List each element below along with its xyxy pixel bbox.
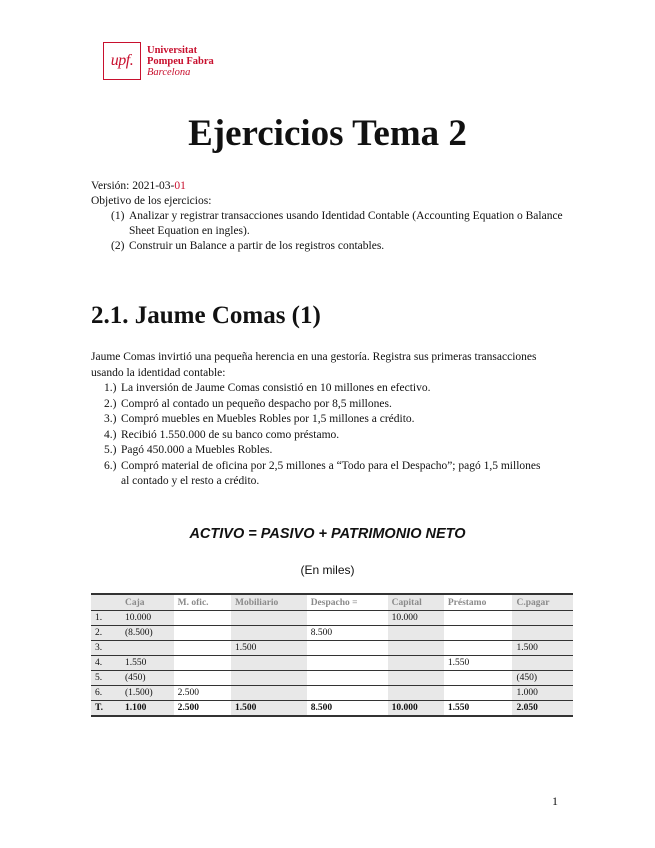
table-cell <box>231 656 307 671</box>
table-cell: 6. <box>91 686 121 701</box>
transaction-item <box>91 412 551 428</box>
objective-text: Construir un Balance a partir de los registros contables. <box>129 240 385 252</box>
table-cell: 1.500 <box>231 641 307 656</box>
transaction-item <box>91 381 551 397</box>
version-suffix: 01 <box>174 180 186 192</box>
document-title: Ejercicios Tema 2 <box>188 113 467 154</box>
table-cell <box>388 641 444 656</box>
transaction-number: 6.) <box>104 459 117 472</box>
table-cell <box>307 656 388 671</box>
upf-logo-mark: upf. <box>103 42 141 80</box>
table-cell <box>444 686 513 701</box>
total-cell: 8.500 <box>307 701 388 717</box>
table-row <box>91 671 573 686</box>
table-cell <box>388 656 444 671</box>
objectives-list <box>91 209 571 254</box>
transaction-text: Compró material de oficina por 2,5 millones a “Todo para el Despacho”; pagó 1,5 millones al contado y el resto a crédito. <box>121 459 541 487</box>
transaction-text: Recibió 1.550.000 de su banco como préstamo. <box>121 428 340 441</box>
transaction-number: 4.) <box>104 428 117 441</box>
column-header: Capital <box>388 594 444 611</box>
table-cell: 3. <box>91 641 121 656</box>
table-cell: (450) <box>121 671 174 686</box>
table-cell <box>231 626 307 641</box>
logo-line-3: Barcelona <box>147 66 191 78</box>
table-cell <box>231 611 307 626</box>
table-row <box>91 656 573 671</box>
table-total-row <box>91 701 573 717</box>
table-cell <box>174 641 231 656</box>
transaction-text: La inversión de Jaume Comas consistió en 10 millones en efectivo. <box>121 382 431 394</box>
total-cell: 2.500 <box>174 701 231 717</box>
total-cell: 1.500 <box>231 701 307 717</box>
objective-item <box>91 239 571 254</box>
table-cell <box>512 611 573 626</box>
version-line <box>91 179 571 194</box>
transaction-text: Compró muebles en Muebles Robles por 1,5 millones a crédito. <box>121 413 415 425</box>
objective-label: Objetivo de los ejercicios: <box>91 195 212 207</box>
logo-line-1: Universitat <box>147 44 198 56</box>
table-row <box>91 686 573 701</box>
total-cell: 1.100 <box>121 701 174 717</box>
table-cell <box>174 656 231 671</box>
transaction-number: 5.) <box>104 444 117 456</box>
table-cell <box>174 611 231 626</box>
document-meta <box>91 179 571 254</box>
table-cell <box>444 641 513 656</box>
column-header: M. ofic. <box>174 594 231 611</box>
total-cell: 2.050 <box>512 701 573 717</box>
version-prefix: Versión: 2021-03- <box>91 180 175 192</box>
table-cell <box>307 611 388 626</box>
table-cell: 1.550 <box>121 656 174 671</box>
table-cell <box>388 671 444 686</box>
transaction-item <box>91 397 551 413</box>
table-cell: 10.000 <box>388 611 444 626</box>
table-cell <box>231 671 307 686</box>
transaction-item <box>91 459 551 490</box>
objective-text: Analizar y registrar transacciones usando Identidad Contable (Accounting Equation o Balance Sheet Equation en ingles). <box>129 210 563 237</box>
transaction-text: Pagó 450.000 a Muebles Robles. <box>121 444 273 456</box>
table-cell: 10.000 <box>121 611 174 626</box>
table-cell <box>512 656 573 671</box>
table-row <box>91 626 573 641</box>
units-caption: (En miles) <box>300 563 355 577</box>
column-header: Préstamo <box>444 594 513 611</box>
total-cell: 1.550 <box>444 701 513 717</box>
table-cell: 1.000 <box>512 686 573 701</box>
transaction-number: 2.) <box>104 397 117 410</box>
table-cell: 1.500 <box>512 641 573 656</box>
table-cell: (450) <box>512 671 573 686</box>
upf-logo-text <box>147 45 214 78</box>
transactions-list <box>91 381 551 490</box>
table-cell <box>307 671 388 686</box>
table-cell <box>231 686 307 701</box>
column-header: Mobiliario <box>231 594 307 611</box>
accounting-equation: ACTIVO = PASIVO + PATRIMONIO NETO <box>189 526 466 542</box>
objective-number: (1) <box>111 210 125 222</box>
transaction-item <box>91 443 551 459</box>
column-header: C.pagar <box>512 594 573 611</box>
upf-logo <box>103 41 214 81</box>
table-cell: 2. <box>91 626 121 641</box>
table-cell: 1.550 <box>444 656 513 671</box>
objective-item <box>91 209 571 239</box>
table-cell <box>444 611 513 626</box>
table-cell: 4. <box>91 656 121 671</box>
table-cell <box>444 671 513 686</box>
table-cell <box>444 626 513 641</box>
table-cell <box>174 626 231 641</box>
table-header-row <box>91 594 573 611</box>
table-cell <box>307 686 388 701</box>
column-header: Despacho = <box>307 594 388 611</box>
column-header <box>91 594 121 611</box>
table-cell <box>121 641 174 656</box>
table-cell: (8.500) <box>121 626 174 641</box>
table-cell: (1.500) <box>121 686 174 701</box>
table-cell <box>388 626 444 641</box>
table-row <box>91 611 573 626</box>
table-cell: 1. <box>91 611 121 626</box>
ledger-table <box>91 593 573 717</box>
column-header: Caja <box>121 594 174 611</box>
table-cell <box>512 626 573 641</box>
logo-line-2: Pompeu Fabra <box>147 55 214 67</box>
table-cell: 8.500 <box>307 626 388 641</box>
intro-paragraph: Jaume Comas invirtió una pequeña herencia en una gestoría. Registra sus primeras transacciones usando la identidad contable: <box>91 351 537 379</box>
transaction-item <box>91 428 551 444</box>
exercise-statement <box>91 350 551 490</box>
table-cell <box>388 686 444 701</box>
section-title: 2.1. Jaume Comas (1) <box>91 302 321 329</box>
page-number: 1 <box>552 794 558 808</box>
transaction-number: 1.) <box>104 382 117 394</box>
table-row <box>91 641 573 656</box>
transaction-number: 3.) <box>104 413 117 425</box>
total-cell: 10.000 <box>388 701 444 717</box>
table-cell <box>174 671 231 686</box>
table-cell: 5. <box>91 671 121 686</box>
transaction-text: Compró al contado un pequeño despacho por 8,5 millones. <box>121 397 392 410</box>
objective-number: (2) <box>111 240 125 252</box>
total-cell: T. <box>91 701 121 717</box>
table-cell <box>307 641 388 656</box>
table-cell: 2.500 <box>174 686 231 701</box>
